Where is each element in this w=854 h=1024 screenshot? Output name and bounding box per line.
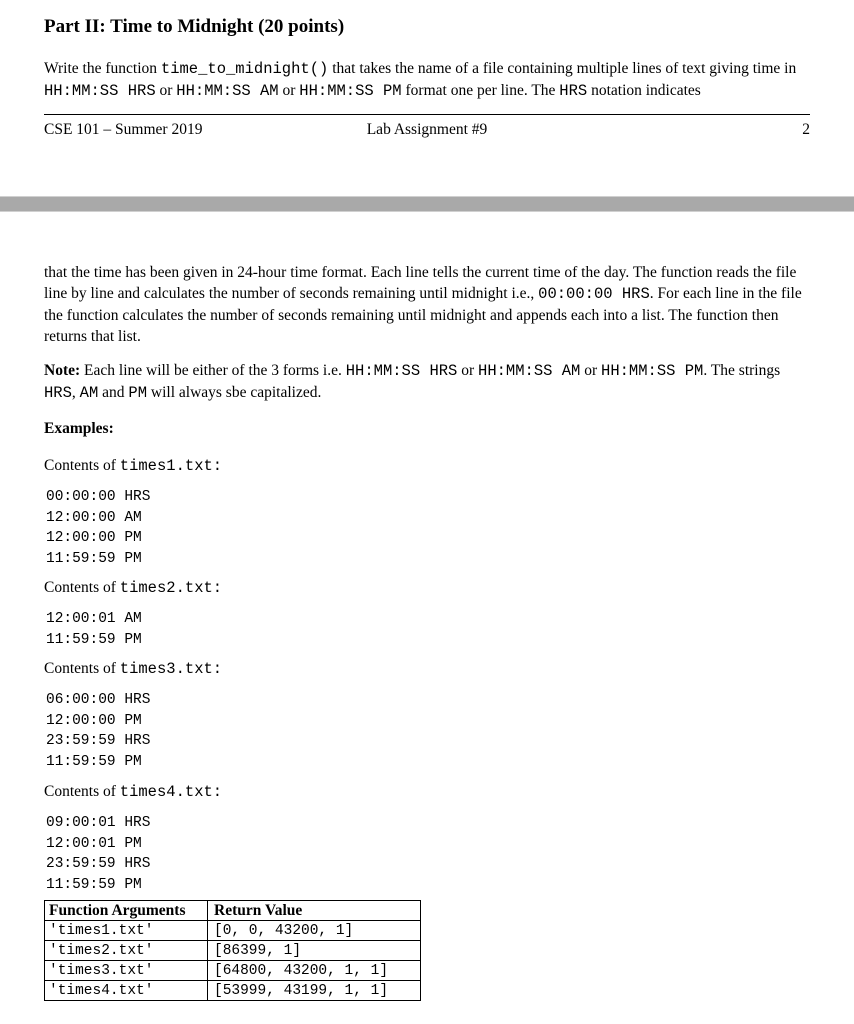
table-row <box>45 921 421 941</box>
function-name-code: time_to_midnight() <box>160 60 329 78</box>
file-line: 12:00:00 AM <box>46 509 142 526</box>
note-paragraph: Note: Each line will be either of the 3 forms i.e. HH:MM:SS HRS or HH:MM:SS AM or HH:MM:SS PM. The strings HRS, AM and PM will always sbe capitalized. <box>44 362 781 402</box>
file-contents-times3 <box>46 690 150 772</box>
file-line: 12:00:00 PM <box>46 712 142 729</box>
column-header: Function Arguments <box>45 901 208 921</box>
file-heading-times4: Contents of times4.txt: <box>44 783 223 801</box>
page-break-divider <box>0 196 854 212</box>
file-heading-times3: Contents of times3.txt: <box>44 660 223 678</box>
file-heading-times2: Contents of times2.txt: <box>44 579 223 597</box>
file-heading-times1: Contents of times1.txt: <box>44 457 223 475</box>
footer-page-number: 2 <box>802 121 810 138</box>
table-row <box>45 981 421 1001</box>
file-line: 09:00:01 HRS <box>46 815 151 831</box>
file-line: 12:00:01 AM <box>46 611 142 627</box>
intro-paragraph: Write the function time_to_midnight() that takes the name of a file containing multiple lines of text giving time in HH:MM:SS HRS or HH:MM:SS AM or HH:MM:SS PM format one per line. The HRS notation indicates <box>44 60 797 100</box>
table-cell: [53999, 43199, 1, 1] <box>208 981 421 1001</box>
file-line: 11:59:59 PM <box>46 753 142 770</box>
file-line: 12:00:01 PM <box>46 835 142 852</box>
page-title: Part II: Time to Midnight (20 points) <box>44 16 345 37</box>
file-line: 11:59:59 PM <box>46 631 142 648</box>
table-cell: 'times4.txt' <box>45 981 208 1001</box>
file-line: 12:00:00 PM <box>46 530 142 546</box>
table-cell: 'times3.txt' <box>45 961 208 981</box>
page-footer <box>44 114 810 143</box>
file-line: 23:59:59 HRS <box>46 733 151 749</box>
table-cell: [86399, 1] <box>208 941 421 961</box>
examples-heading: Examples: <box>44 420 114 437</box>
description-paragraph: that the time has been given in 24-hour time format. Each line tells the current time of the day. The function reads the file line by line and calculates the number of seconds remaining until midnight i.e., 00:00:00 HRS. For each line in the file the function calculates the number of seconds remaining until midnight and appends each into a list. The function then returns that list. <box>44 264 802 345</box>
file-line: 00:00:00 HRS <box>46 489 151 505</box>
return-value-table <box>44 900 421 1001</box>
file-contents-times4 <box>46 813 150 895</box>
note-label: Note: <box>44 362 81 379</box>
file-contents-times1 <box>46 487 150 569</box>
file-contents-times2 <box>46 609 142 650</box>
table-header-row <box>45 901 421 921</box>
footer-course: CSE 101 – Summer 2019 <box>44 121 203 138</box>
file-line: 11:59:59 PM <box>46 876 142 893</box>
table-row <box>45 961 421 981</box>
footer-assignment: Lab Assignment #9 <box>366 121 488 138</box>
table-cell: 'times2.txt' <box>45 941 208 961</box>
table-row <box>45 941 421 961</box>
table-cell: 'times1.txt' <box>45 921 208 941</box>
file-line: 11:59:59 PM <box>46 550 142 567</box>
table-cell: [0, 0, 43200, 1] <box>208 921 421 941</box>
column-header: Return Value <box>208 901 421 921</box>
file-line: 06:00:00 HRS <box>46 692 151 708</box>
file-line: 23:59:59 HRS <box>46 856 151 872</box>
table-cell: [64800, 43200, 1, 1] <box>208 961 421 981</box>
